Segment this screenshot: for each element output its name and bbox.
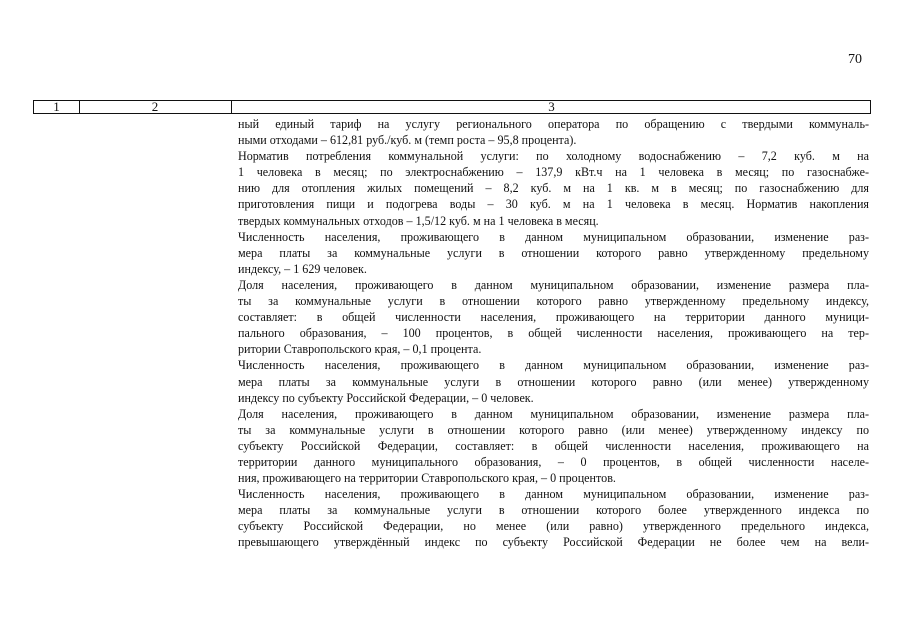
- column-number-2: 2: [151, 99, 159, 114]
- document-body-text: [238, 116, 869, 551]
- page-number: 70: [848, 52, 862, 67]
- text-line: Доля населения, проживающего в данном муниципальном образовании, изменение размера пла-: [238, 406, 869, 421]
- text-line: ными отходами – 612,81 руб./куб. м (темп роста – 95,8 процента).: [238, 133, 577, 148]
- text-line: территории данного муниципального образования, – 0 процентов, в общей численности населе-: [238, 454, 869, 469]
- text-line: индексу, – 1 629 человек.: [238, 261, 367, 276]
- table-column-header: [33, 100, 871, 114]
- text-line: приготовления пищи и подогрева воды – 30 куб. м на 1 человека в месяц. Норматив накопления: [238, 197, 869, 212]
- column-number-1: 1: [53, 99, 60, 114]
- text-line: пального образования, – 100 процентов, в общей численности населения, проживающего на тер-: [238, 326, 869, 341]
- text-line: Численность населения, проживающего в данном муниципальном образовании, изменение раз-: [238, 229, 869, 244]
- text-line: превышающего утверждённый индекс по субъекту Российской Федерации не более чем на вели-: [238, 535, 869, 550]
- text-line: ты за коммунальные услуги в отношении которого равно (или менее) утвержденному индексу по: [238, 422, 869, 437]
- column-number-3: 3: [548, 99, 555, 114]
- text-line: Норматив потребления коммунальной услуги: по холодному водоснабжению – 7,2 куб. м на: [238, 149, 869, 164]
- text-line: ты за коммунальные услуги в отношении которого равно утвержденному предельному индексу,: [238, 294, 869, 309]
- text-line: составляет: в общей численности населения, проживающего на территории данного муници-: [238, 310, 869, 325]
- text-line: субъекту Российской Федерации, но менее (или равно) утвержденного предельного индекса,: [238, 519, 869, 534]
- text-line: ния, проживающего на территории Ставропольского края, – 0 процентов.: [238, 471, 616, 486]
- text-line: Доля населения, проживающего в данном муниципальном образовании, изменение размера пла-: [238, 277, 869, 292]
- text-line: нию для отопления жилых помещений – 8,2 куб. м на 1 кв. м в месяц; по газоснабжению для: [238, 181, 869, 196]
- text-line: Численность населения, проживающего в данном муниципальном образовании, изменение раз-: [238, 487, 869, 502]
- text-line: ритории Ставропольского края, – 0,1 процента.: [238, 342, 482, 357]
- text-line: твердых коммунальных отходов – 1,5/12 куб. м на 1 человека в месяц.: [238, 213, 599, 228]
- text-line: мера платы за коммунальные услуги в отношении которого равно утвержденному предельному: [238, 245, 869, 260]
- text-line: субъекту Российской Федерации, составляет: в общей численности населения, проживающего на: [238, 438, 869, 453]
- text-line: индексу по субъекту Российской Федерации, – 0 человек.: [238, 390, 534, 405]
- text-line: мера платы за коммунальные услуги в отношении которого более утвержденного индекса по: [238, 503, 869, 518]
- text-line: Численность населения, проживающего в данном муниципальном образовании, изменение раз-: [238, 358, 869, 373]
- text-line: 1 человека в месяц; по электроснабжению – 137,9 кВт.ч на 1 человека в месяц; по газоснабже-: [238, 165, 869, 180]
- text-line: мера платы за коммунальные услуги в отношении которого равно (или менее) утвержденному: [238, 374, 869, 389]
- text-line: ный единый тариф на услугу регионального оператора по обращению с твердыми коммуналь-: [238, 117, 869, 131]
